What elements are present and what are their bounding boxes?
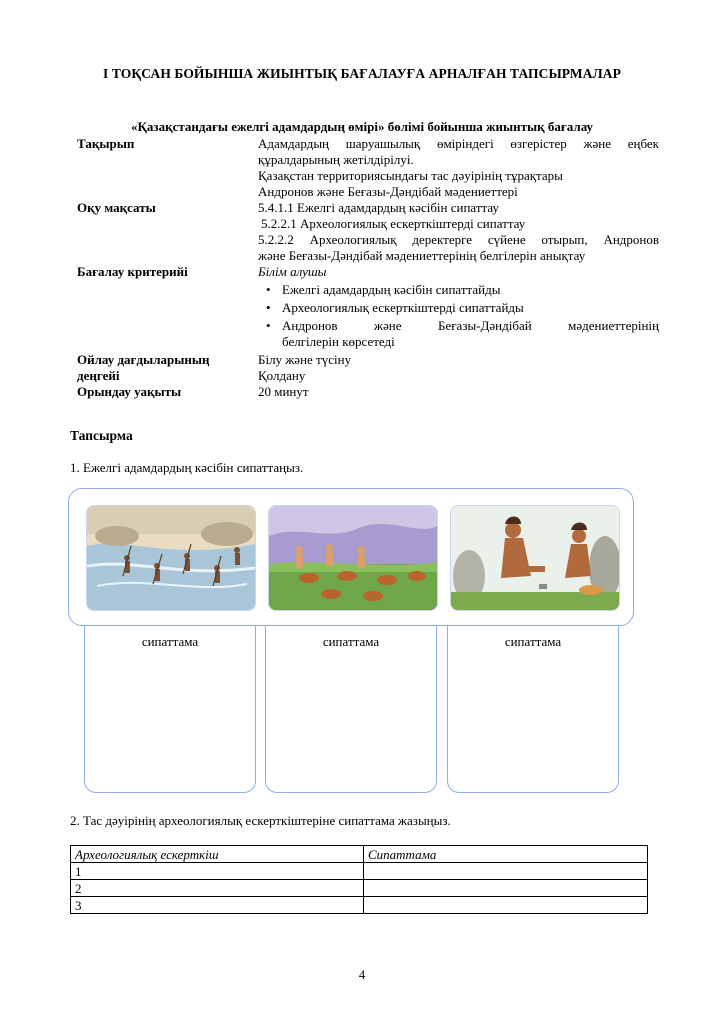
archaeology-table — [70, 845, 648, 914]
question-2: 2. Тас дәуірінің археологиялық ескерткіштеріне сипаттама жазыңыз. — [70, 813, 451, 828]
herding-illustration — [268, 505, 438, 611]
thinking-row — [77, 352, 659, 384]
time-value: 20 минут — [258, 384, 309, 399]
table-cell: 2 — [71, 880, 364, 897]
table-cell: 1 — [71, 863, 364, 880]
objective-item: 5.2.2.2 Археологиялық деректерге сүйене отырып, Андронов — [258, 232, 659, 247]
table-row — [71, 863, 648, 880]
description-card-label: сипаттама — [141, 634, 199, 649]
time-row — [77, 384, 659, 400]
table-cell[interactable] — [364, 897, 648, 914]
topic-line: Адамдардың шаруашылық өміріндегі өзгерістер және еңбек — [258, 136, 659, 151]
criteria-item: • Ежелгі адамдардың кәсібін сипаттайды — [258, 282, 659, 298]
topic-label: Тақырып — [77, 136, 135, 151]
topic-line: Қазақстан территориясындағы тас дәуірінің тұрақтары — [258, 168, 563, 183]
criteria-intro: Білім алушы — [258, 264, 327, 279]
criteria-item-line: белгілерін көрсетеді — [282, 334, 395, 349]
objective-item: және Беғазы-Дәндібай мәдениеттерінің белгілерін анықтау — [258, 248, 586, 263]
description-card[interactable] — [84, 626, 256, 793]
criteria-item: • Археологиялық ескерткіштерді сипаттайды — [258, 300, 659, 316]
table-cell[interactable] — [364, 863, 648, 880]
criteria-item-line: • Андронов және Беғазы-Дәндібай мәдениеттерінің — [282, 318, 659, 333]
assessment-meta — [77, 136, 659, 400]
table-cell: 3 — [71, 897, 364, 914]
objective-item: 5.2.2.1 Археологиялық ескерткіштерді сипаттау — [261, 216, 526, 231]
objectives-row — [77, 200, 659, 264]
description-card-label: сипаттама — [504, 634, 562, 649]
question-1: 1. Ежелгі адамдардың кәсібін сипаттаңыз. — [70, 460, 304, 475]
page-number: 4 — [358, 968, 366, 982]
time-label: Орындау уақыты — [77, 384, 182, 399]
assessment-subtitle: «Қазақстандағы ежелгі адамдардың өмірі» бөлімі бойынша жиынтық бағалау — [130, 119, 594, 134]
criteria-item — [258, 318, 659, 350]
topic-row — [77, 136, 659, 200]
criteria-row — [77, 264, 659, 352]
thinking-value: Білу және түсіну — [258, 352, 352, 367]
hunting-illustration — [86, 505, 256, 611]
criteria-label: Бағалау критерийі — [77, 264, 188, 279]
page-title: I ТОҚСАН БОЙЫНША ЖИЫНТЫҚ БАҒАЛАУҒА АРНАЛҒАН ТАПСЫРМАЛАР — [103, 66, 621, 81]
criteria-list — [258, 282, 659, 350]
column-header: Археологиялық ескерткіш — [71, 846, 364, 863]
table-row — [71, 880, 648, 897]
column-header: Сипаттама — [364, 846, 648, 863]
table-row — [71, 897, 648, 914]
objectives-label: Оқу мақсаты — [77, 200, 156, 215]
objective-item: 5.4.1.1 Ежелгі адамдардың кәсібін сипаттау — [258, 200, 500, 215]
tasks-heading: Тапсырма — [70, 428, 133, 443]
thinking-label: Ойлау дағдыларының — [77, 352, 210, 367]
table-cell[interactable] — [364, 880, 648, 897]
description-card[interactable] — [265, 626, 437, 793]
table-header-row — [71, 846, 648, 863]
description-card[interactable] — [447, 626, 619, 793]
toolmaking-illustration — [450, 505, 620, 611]
thinking-value: Қолдану — [258, 368, 306, 383]
topic-line: құралдарының жетілдірілуі. — [258, 152, 414, 167]
thinking-label: деңгейі — [77, 368, 120, 383]
topic-line: Андронов және Беғазы-Дәндібай мәдениеттері — [258, 184, 518, 199]
description-card-label: сипаттама — [322, 634, 380, 649]
